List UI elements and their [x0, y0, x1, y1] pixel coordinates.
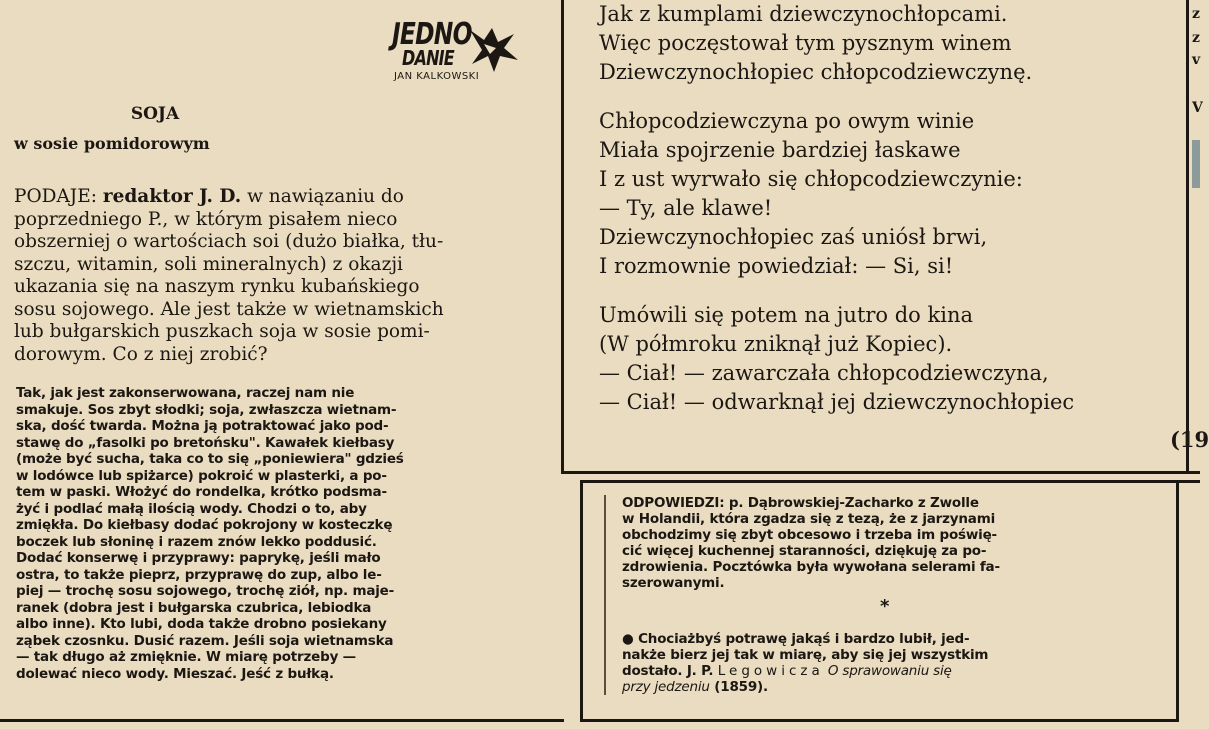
lead-line: dorowym. Co z niej zrobić? [14, 343, 268, 365]
article-title: SOJA [130, 104, 180, 124]
edge-block [1192, 140, 1200, 188]
quote-year: (1859). [709, 679, 768, 695]
recipe-line: ranek (dobra jest i bułgarska czubrica, lebiodka [16, 599, 372, 616]
poem-line: Dziewczynochłopiec zaś uniósł brwi, [599, 225, 988, 249]
poem-line: Miała spojrzenie bardziej łaskawe [599, 138, 961, 162]
lead-text: w nawiązaniu do [241, 186, 404, 207]
article-lead [14, 186, 538, 366]
lead-line: ukazania się na naszym rynku kubańskiego [14, 276, 420, 297]
recipe-line: dolewać nieco wody. Mieszać. Jeść z bułką. [16, 665, 334, 682]
recipe-line: ząbek czosnku. Dusić razem. Jeśli soja wietnamska [16, 632, 394, 649]
answers-box-left-border [580, 480, 583, 722]
pepper-icon [462, 20, 524, 74]
quote-author: Legowicza [717, 663, 824, 679]
poem-line: — Ciał! — odwarknął jej dziewczynochłopiec [599, 390, 1075, 414]
answers-inner-rule [604, 495, 606, 695]
quote-line: nakże bierz jej tak w miarę, aby się jej wszystkim [622, 647, 989, 663]
left-column-bottom-border [0, 719, 564, 722]
poem [599, 0, 1200, 417]
recipe-line: — tak długo aż zmięknie. W miarę potrzeby — [16, 649, 356, 665]
answers-box-bottom-border [580, 719, 1179, 722]
answers-box-right-border [1176, 480, 1179, 722]
lead-line: obszerniej o wartościach soi (dużo białka, tłu- [14, 231, 444, 252]
poem-box-bottom-border [561, 471, 1200, 474]
answers-line: cić więcej kuchennej staranności, dziękuję za po- [622, 543, 987, 559]
column-logo [392, 17, 522, 90]
poem-line: Chłopcodziewczyna po owym winie [599, 109, 975, 133]
poem-line: I z ust wyrwało się chłopcodziewczynie: [599, 167, 1023, 191]
recipe-line: Dodać konserwę i przyprawy: paprykę, jeśli mało [16, 550, 381, 566]
poem-line: Umówili się potem na jutro do kina [599, 303, 973, 327]
quote-source-line [622, 679, 1152, 695]
answers-section [622, 495, 1152, 591]
section-separator-asterisk: * [880, 596, 890, 617]
recipe-line: albo inne). Kto lubi, doda także drobno posiekany [16, 616, 387, 632]
poem-line: — Ty, ale klawe! [599, 196, 773, 220]
quote-title-cont: przy jedzeniu [622, 679, 710, 695]
answers-line: w Holandii, która zgadza się z tezą, że z jarzynami [622, 511, 995, 527]
recipe-line: boczek lub słoninę i razem znów lekko poddusić. [16, 533, 377, 550]
quote-title: O sprawowaniu się [823, 663, 952, 679]
edge-fragment: z [1192, 6, 1200, 22]
poem-line: I rozmownie powiedział: — Si, si! [599, 254, 954, 278]
lead-editor: redaktor J. D. [102, 186, 242, 207]
lead-line: szczu, witamin, soli mineralnych) z okazji [14, 253, 403, 275]
quote-source-prefix: dostało. J. P. [622, 663, 718, 679]
answers-line: ODPOWIEDZI: p. Dąbrowskiej-Zacharko z Zwolle [622, 495, 979, 511]
recipe-line: piej — trochę sosu sojowego, trochę ziół, np. maje- [16, 583, 395, 599]
lead-line: poprzedniego P., w którym pisałem nieco [14, 208, 398, 230]
recipe-line: tem w paski. Włożyć do rondelka, krótko podsma- [16, 484, 387, 500]
lead-line [14, 186, 538, 209]
edge-fragment: v [1192, 52, 1201, 68]
recipe-line: stawę do „fasolki po bretońsku". Kawałek kiełbasy [16, 434, 395, 451]
quote-source-line [622, 663, 1152, 679]
answers-line: zdrowienia. Pocztówka była wywołana selerami fa- [622, 559, 1000, 575]
lead-line: lub bułgarskich puszkach soja w sosie pomi- [14, 321, 430, 342]
recipe-line: w lodówce lub spiżarce) pokroić w plasterki, a po- [16, 467, 387, 484]
answers-line: obchodzimy się zbyt obcesowo i trzeba im poświę- [622, 527, 997, 543]
poem-stanza-break [599, 87, 1200, 107]
poem-stanza-break [599, 281, 1200, 301]
closing-quote [622, 631, 1152, 695]
edge-fragment: z [1192, 30, 1200, 46]
edge-fragment: V [1192, 100, 1203, 116]
recipe-line: zmiękła. Do kiełbasy dodać pokrojony w kosteczkę [16, 517, 393, 533]
left-column-right-border [561, 0, 564, 474]
poem-line: Jak z kumplami dziewczynochłopcami. [599, 2, 1008, 26]
logo-author: JAN KALKOWSKI [394, 71, 480, 82]
poem-date-fragment: (19 [1170, 427, 1209, 452]
quote-line: ● Chociażbyś potrawę jakąś i bardzo lubił, jed- [622, 631, 970, 647]
recipe-body [16, 385, 538, 682]
poem-line: — Ciał! — zawarczała chłopcodziewczyna, [599, 361, 1049, 385]
logo-word-danie: DANIE [402, 46, 454, 70]
recipe-line: (może być sucha, taka co to się „poniewiera" gdzieś [16, 451, 404, 467]
poem-line: Więc poczęstował tym pysznym winem [599, 31, 1012, 55]
logo-word-jedno: JEDNO [392, 17, 472, 52]
poem-line: (W półmroku zniknął już Kopiec). [599, 332, 953, 356]
answers-line: szerowanymi. [622, 575, 725, 591]
recipe-line: ska, dość twarda. Można ją potraktować jako pod- [16, 418, 389, 434]
recipe-line: żyć i podlać małą ilością wody. Chodzi o to, aby [16, 500, 367, 517]
lead-line: sosu sojowego. Ale jest także w wietnamskich [14, 298, 444, 320]
poem-line: Dziewczynochłopiec chłopcodziewczynę. [599, 60, 1033, 84]
recipe-line: ostra, to także pieprz, przyprawę do zup, albo le- [16, 566, 382, 583]
recipe-line: Tak, jak jest zakonserwowana, raczej nam nie [16, 385, 355, 401]
lead-label: PODAJE: [14, 186, 103, 207]
recipe-line: smakuje. Sos zbyt słodki; soja, zwłaszcza wietnam- [16, 401, 397, 418]
article-subtitle: w sosie pomidorowym [14, 134, 210, 153]
answers-box-top-border [580, 480, 1200, 483]
